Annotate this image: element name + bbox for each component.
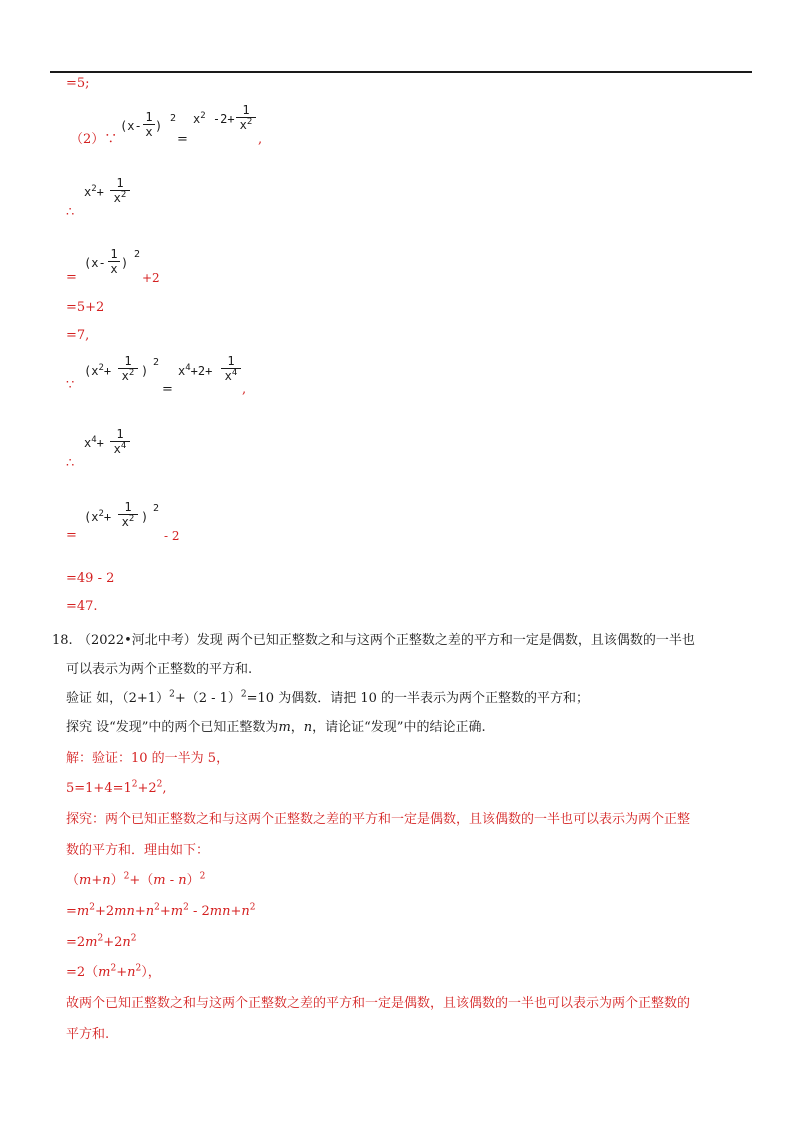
exponent-2: 2 [153,503,160,514]
fraction-1-over-x4: 1 $x^4$ [110,428,130,456]
solution-expr-expand: $=m^2+2mn+n^2+m^2 - 2mn+n^2$ [66,902,256,919]
comma-1: , [258,132,263,147]
verify-line: 验证 如，$(2+1)^2+(2 - 1)^2=10$ 为偶数．请把 10 的一半表示为两个正整数的平方和； [66,689,590,706]
exponent-2: 2 [153,357,160,368]
line-2-prefix: （2）∵ [70,132,118,147]
exponent-2: 2 [170,113,177,124]
plus-2: +2 [142,271,160,285]
fraction-1-over-x2: 1 $x^2$ [236,104,256,132]
question-text-line2: 可以表示为两个正整数的平方和. [66,662,253,677]
therefore-symbol: ∴ [66,456,75,471]
solution-line1: 解：验证：10 的一半为 5， [66,751,230,766]
expr-close-paren: ) [141,510,149,524]
therefore-symbol: ∴ [66,205,75,220]
expr-x4-plus-2: $x^4+2+$ [178,363,213,378]
solution-expr-factor: $=2(m^2+n^2)$， [66,963,161,980]
eq-sign: = [162,382,173,397]
line-eq7: =7, [66,328,90,343]
header-rule [50,71,752,73]
eq-sign-a: = [66,270,77,285]
expr-open-paren: ($x^2+$ [84,509,112,524]
expr-open-paren: ($x^2+$ [84,363,112,378]
fraction-1-over-x4: 1 $x^4$ [221,355,241,383]
solution-line2: $5=1+4=1^2+2^2$, [66,779,167,796]
solution-conclusion-line1: 故两个已知正整数之和与这两个正整数之差的平方和一定是偶数，且该偶数的一半也可以表示为两个正整数的 [66,996,691,1011]
minus-2: - 2 [164,529,180,543]
fraction-1-over-x2: 1 $x^2$ [118,355,138,383]
expr-open-paren: (x- [84,256,106,270]
solution-line4: 数的平方和．理由如下： [66,843,210,858]
expr-close-paren: ) [155,119,163,133]
solution-conclusion-line2: 平方和. [66,1027,110,1042]
comma-2: , [242,382,247,397]
expr-open-paren: (x- [120,119,142,133]
expr-x2-plus: $x^2+$ [84,184,104,199]
line-eq47: =47. [66,599,98,614]
fraction-1-over-x2: 1 $x^2$ [118,501,138,529]
line-49-minus-2: =49 - 2 [66,571,115,586]
fraction-1-over-x2: 1 $x^2$ [110,177,130,205]
eq-sign-c: = [66,528,77,543]
expr-close-paren: ) [121,256,129,270]
question-number: 18. [52,633,73,648]
exponent-2: 2 [134,249,141,260]
question-text-line1: （2022•河北中考）发现 两个已知正整数之和与这两个正整数之差的平方和一定是偶数，且该偶数的一半也 [78,633,695,648]
because-symbol: ∵ [66,378,75,393]
fraction-1-over-x: 1 x [143,111,155,139]
fraction-1-over-x: 1 x [108,248,120,276]
line-5plus2: =5+2 [66,300,105,315]
expr-x4-plus: $x^4+$ [84,435,104,450]
eq-sign: = [177,132,188,147]
line-eq5: =5; [66,76,90,91]
expr-x2-minus-2: $x^2$ -2+ [193,111,235,126]
solution-line3: 探究：两个已知正整数之和与这两个正整数之差的平方和一定是偶数，且该偶数的一半也可以表示为两个正整 [66,812,691,827]
solution-expr-sum-sq: $(m+n)^2+(m - n)^2$ [66,871,206,888]
explore-line: 探究 设“发现”中的两个已知正整数为m，n，请论证“发现”中的结论正确. [66,720,486,735]
solution-expr-simplify: $=2m^2+2n^2$ [66,933,137,950]
expr-close-paren: ) [141,364,149,378]
